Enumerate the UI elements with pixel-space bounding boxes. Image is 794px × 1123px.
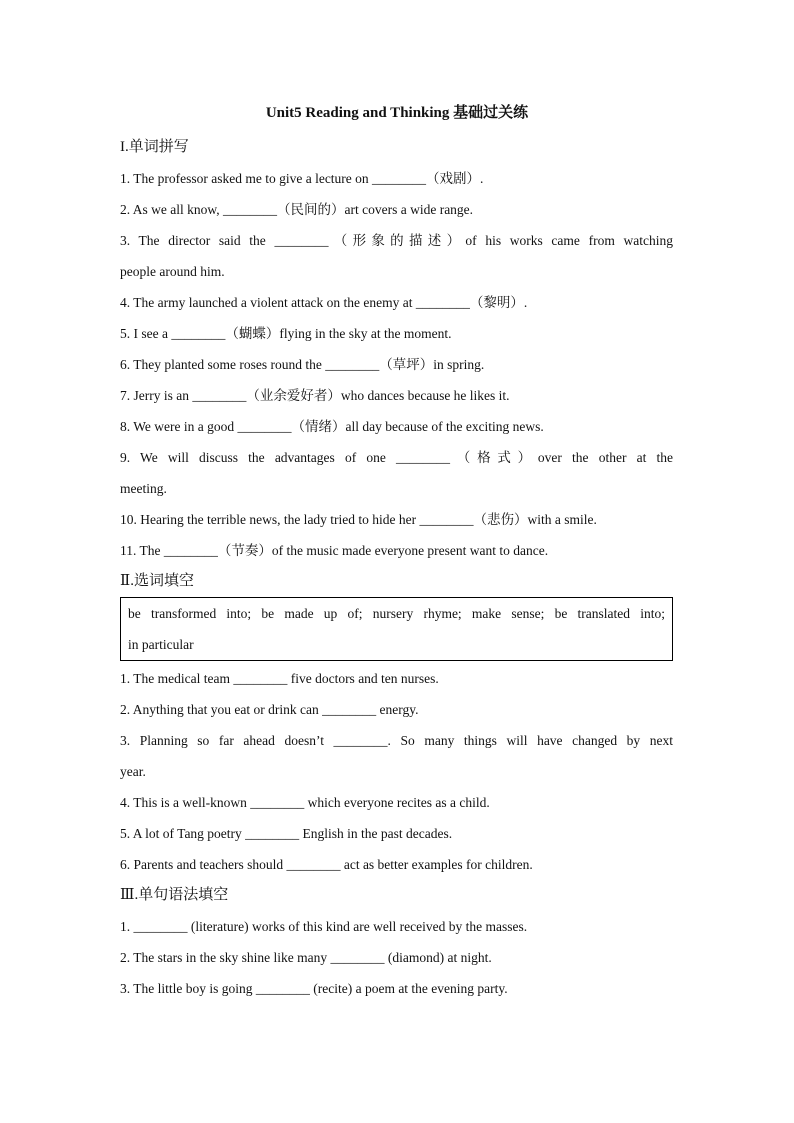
word-bank-line: in particular	[128, 637, 194, 652]
question-line: 6. They planted some roses round the ________（草坪）in spring.	[120, 357, 485, 372]
question-line: 3. Planning so far ahead doesn’t ________. So many things will have changed by next	[120, 733, 673, 748]
section-heading-grammar-fill: Ⅲ.单句语法填空	[120, 887, 229, 903]
question-line: 6. Parents and teachers should ________ act as better examples for children.	[120, 857, 533, 872]
page-title: Unit5 Reading and Thinking 基础过关练	[265, 105, 529, 121]
question-line: 4. The army launched a violent attack on the enemy at ________（黎明）.	[120, 295, 528, 310]
question-line-continued: meeting.	[120, 481, 167, 496]
section-heading-word-spelling: I.单词拼写	[120, 139, 189, 155]
question-line: 2. The stars in the sky shine like many ________ (diamond) at night.	[120, 950, 492, 965]
section-heading-word-choice: Ⅱ.选词填空	[120, 573, 194, 589]
word-bank-box	[120, 597, 673, 661]
question-line: 2. Anything that you eat or drink can ________ energy.	[120, 702, 419, 717]
question-line: 3. The little boy is going ________ (recite) a poem at the evening party.	[120, 981, 508, 996]
question-line: 7. Jerry is an ________（业余爱好者）who dances because he likes it.	[120, 388, 510, 403]
worksheet-content	[120, 132, 673, 1004]
question-line-continued: people around him.	[120, 264, 225, 279]
word-bank-line: be transformed into; be made up of; nursery rhyme; make sense; be translated into;	[128, 606, 665, 621]
question-line: 1. The professor asked me to give a lecture on ________（戏剧）.	[120, 171, 484, 186]
question-line: 3. The director said the ________（形象的描述）of his works came from watching	[120, 233, 673, 248]
question-line: 8. We were in a good ________（情绪）all day because of the exciting news.	[120, 419, 544, 434]
question-line: 4. This is a well-known ________ which everyone recites as a child.	[120, 795, 490, 810]
question-line: 2. As we all know, ________（民间的）art covers a wide range.	[120, 202, 474, 217]
question-line-continued: year.	[120, 764, 146, 779]
question-line: 1. ________ (literature) works of this kind are well received by the masses.	[120, 919, 528, 934]
question-line: 11. The ________（节奏）of the music made everyone present want to dance.	[120, 543, 549, 558]
question-line: 5. I see a ________（蝴蝶）flying in the sky at the moment.	[120, 326, 452, 341]
question-line: 10. Hearing the terrible news, the lady tried to hide her ________（悲伤）with a smile.	[120, 512, 597, 527]
question-line: 9. We will discuss the advantages of one ________（格式）over the other at the	[120, 450, 673, 465]
question-line: 1. The medical team ________ five doctors and ten nurses.	[120, 671, 439, 686]
question-line: 5. A lot of Tang poetry ________ English in the past decades.	[120, 826, 453, 841]
